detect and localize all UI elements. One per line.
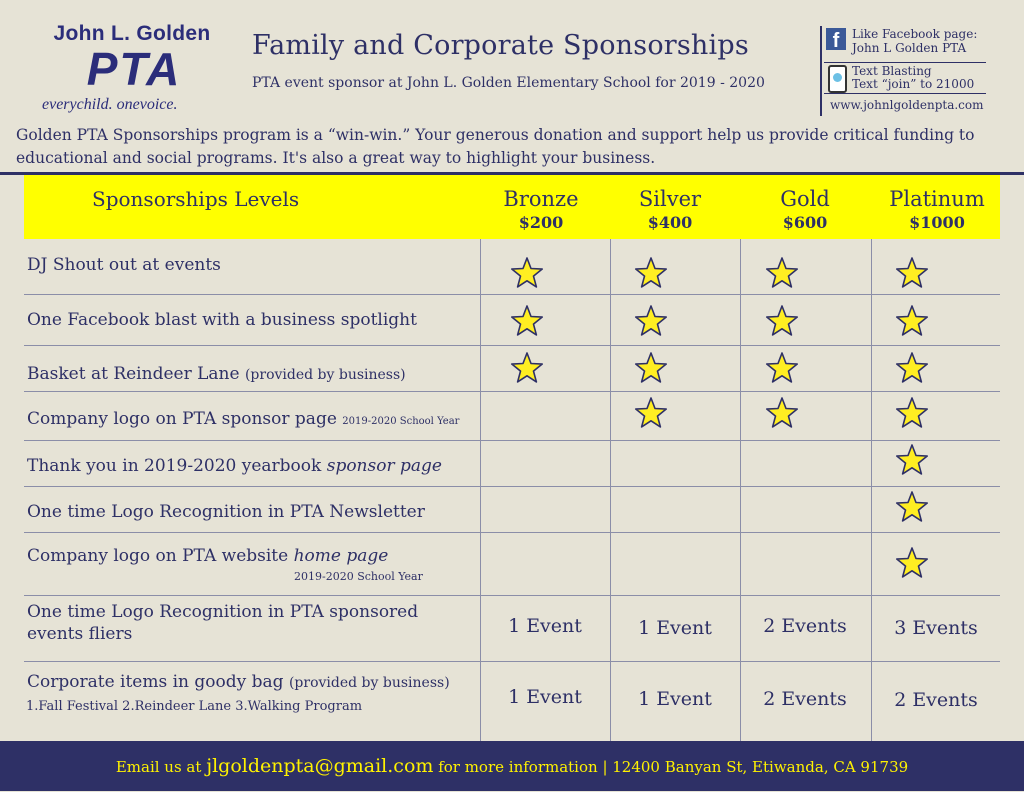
star-icon	[633, 304, 669, 338]
row-label: Corporate items in goody bag	[27, 672, 284, 692]
level-price: $200	[518, 213, 564, 232]
pta-logo	[38, 22, 228, 122]
row-divider	[24, 486, 1000, 487]
star-icon	[509, 351, 545, 385]
footer-email-prefix: Email us at	[115, 758, 202, 776]
logo-school-name: John L. Golden	[53, 22, 211, 45]
table-row	[27, 455, 442, 477]
phone-icon	[828, 65, 847, 93]
row-sub-events: 1.Fall Festival 2.Reindeer Lane 3.Walking Program	[26, 699, 363, 714]
sponsorship-table	[24, 239, 1000, 741]
table-row	[27, 363, 406, 386]
star-icon	[509, 256, 545, 290]
row-divider	[24, 294, 1000, 295]
row-label: Company logo on PTA website	[27, 546, 289, 566]
row-note: (provided by business)	[288, 675, 450, 691]
level-name: Gold	[780, 187, 830, 211]
row-divider	[24, 595, 1000, 596]
row-label: Thank you in 2019-2020 yearbook	[27, 456, 322, 476]
row-emphasis: sponsor page	[326, 456, 442, 476]
intro-paragraph: Golden PTA Sponsorships program is a “win-win.” Your generous donation and support help us provide critical funding to educational and social programs. It's also a great way to highlight your business.	[16, 126, 975, 167]
star-icon	[894, 443, 930, 477]
level-bronze	[476, 186, 606, 234]
level-name: Platinum	[889, 187, 985, 211]
row-label-line2: events fliers	[27, 624, 133, 644]
footer-contact-bar	[0, 741, 1024, 791]
star-icon	[894, 546, 930, 580]
row-divider	[24, 391, 1000, 392]
footer-email-link[interactable]: jlgoldenpta@gmail.com	[206, 755, 434, 777]
divider	[824, 62, 986, 63]
level-name: Silver	[638, 187, 702, 211]
star-icon	[633, 396, 669, 430]
star-icon	[894, 304, 930, 338]
star-icon	[633, 256, 669, 290]
row-label: One Facebook blast with a business spotlight	[27, 310, 417, 330]
facebook-page-link[interactable]: John L Golden PTA	[852, 41, 967, 55]
website-link[interactable]: www.johnlgoldenpta.com	[830, 98, 984, 112]
social-contact-box	[820, 26, 992, 116]
row-label-line1: One time Logo Recognition in PTA sponsored	[27, 602, 419, 622]
level-name: Bronze	[503, 187, 579, 211]
table-row	[27, 254, 221, 276]
table-row	[27, 601, 418, 645]
event-count-cell: 1 Event	[508, 686, 582, 708]
row-label: Company logo on PTA sponsor page	[27, 409, 337, 429]
logo-tagline: everychild. onevoice.	[42, 96, 178, 113]
text-blasting-label: Text Blasting	[852, 64, 932, 78]
table-row	[27, 545, 388, 567]
row-note: (provided by business)	[244, 367, 406, 383]
column-divider	[610, 239, 611, 741]
level-price: $1000	[909, 213, 965, 232]
row-emphasis: home page	[293, 546, 389, 566]
table-row	[27, 671, 450, 694]
event-count-cell: 2 Events	[763, 688, 847, 710]
row-note: 2019-2020 School Year	[342, 416, 460, 427]
table-row	[27, 501, 425, 523]
page-subtitle: PTA event sponsor at John L. Golden Elementary School for 2019 - 2020	[252, 75, 765, 91]
facebook-icon[interactable]: f	[826, 28, 846, 50]
star-icon	[894, 490, 930, 524]
row-label: One time Logo Recognition in PTA Newsletter	[27, 502, 425, 522]
footer-address: for more information | 12400 Banyan St, Etiwanda, CA 91739	[438, 758, 909, 776]
star-icon	[509, 304, 545, 338]
star-icon	[894, 396, 930, 430]
row-label: Basket at Reindeer Lane	[27, 364, 240, 384]
table-row	[27, 408, 459, 433]
star-icon	[894, 351, 930, 385]
row-divider	[24, 661, 1000, 662]
level-gold	[740, 186, 870, 234]
level-price: $600	[782, 213, 828, 232]
event-count-cell: 1 Event	[508, 615, 582, 637]
star-icon	[764, 304, 800, 338]
row-divider	[24, 440, 1000, 441]
level-platinum	[872, 186, 1002, 234]
logo-pta-wordmark: PTA	[86, 43, 182, 95]
column-divider	[740, 239, 741, 741]
divider	[824, 93, 986, 94]
column-divider	[480, 239, 481, 741]
row-note: 2019-2020 School Year	[294, 570, 423, 583]
event-count-cell: 2 Events	[894, 689, 978, 711]
level-price: $400	[647, 213, 693, 232]
star-icon	[894, 256, 930, 290]
star-icon	[633, 351, 669, 385]
table-row	[27, 309, 417, 331]
sponsorship-levels-heading: Sponsorships Levels	[92, 187, 300, 211]
star-icon	[764, 351, 800, 385]
row-divider	[24, 532, 1000, 533]
event-count-cell: 2 Events	[763, 615, 847, 637]
row-label: DJ Shout out at events	[27, 255, 221, 275]
row-divider	[24, 345, 1000, 346]
table-header	[24, 175, 1000, 239]
level-silver	[605, 186, 735, 234]
text-join-instructions: Text “join” to 21000	[852, 77, 975, 91]
event-count-cell: 1 Event	[638, 688, 712, 710]
facebook-line1: Like Facebook page:	[852, 27, 978, 41]
event-count-cell: 3 Events	[894, 617, 978, 639]
star-icon	[764, 396, 800, 430]
star-icon	[764, 256, 800, 290]
column-divider	[871, 239, 872, 741]
page-title: Family and Corporate Sponsorships	[252, 30, 749, 61]
event-count-cell: 1 Event	[638, 617, 712, 639]
